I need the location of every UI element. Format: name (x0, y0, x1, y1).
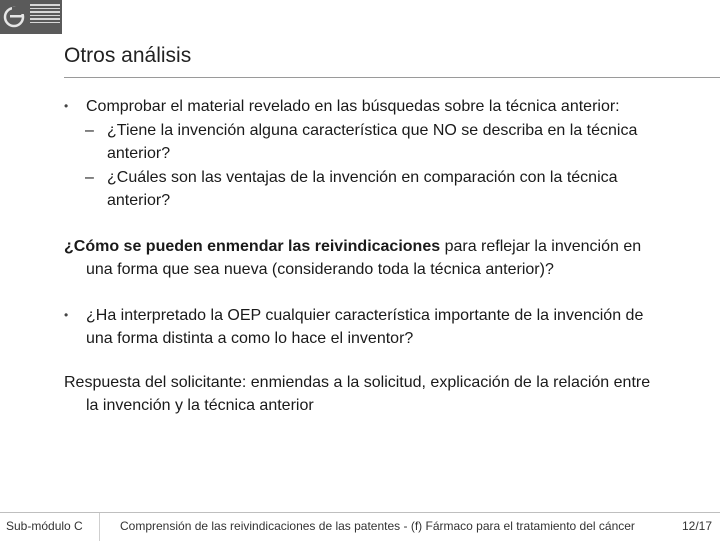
slide-content (64, 95, 664, 418)
bullet-item (64, 95, 664, 119)
sub-item (64, 119, 664, 166)
slide-footer (0, 512, 720, 541)
epo-logo-icon (3, 4, 25, 30)
footer-course-title: Comprensión de las reivindicaciones de las patentes - (f) Fármaco para el tratamiento del cáncer (120, 519, 635, 533)
page-number: 12/17 (681, 519, 712, 533)
footer-module: Sub-módulo C (0, 513, 100, 541)
sub-item (64, 166, 664, 213)
emphasis-text: ¿Cómo se pueden enmendar las reivindicaciones (64, 237, 441, 255)
dash-icon: – (85, 121, 94, 139)
bullet-text: Comprobar el material revelado en las búsquedas sobre la técnica anterior: (86, 98, 620, 115)
bullet-item (64, 304, 664, 351)
bullet-icon: • (64, 307, 69, 322)
applicant-response-paragraph: Respuesta del solicitante: enmiendas a la solicitud, explicación de la relación entre la invención y la técnica anterior (64, 373, 651, 414)
sub-item-text: ¿Cuáles son las ventajas de la invención en comparación con la técnica anterior? (107, 168, 618, 209)
epo-logo (0, 0, 62, 34)
logo-text-lines (30, 4, 60, 25)
bullet-icon: • (64, 99, 69, 113)
title-divider (64, 77, 720, 78)
dash-icon: – (85, 168, 94, 186)
amend-claims-paragraph (64, 235, 664, 282)
sub-item-text: ¿Tiene la invención alguna característica que NO se describa en la técnica anterior? (107, 121, 638, 162)
bullet-text: ¿Ha interpretado la OEP cualquier característica importante de la invención de una forma distinta a como lo hace el inventor? (86, 306, 644, 347)
paragraph-text: para reflejar la invención en una forma que sea nueva (considerando toda la técnica anterior)? (86, 237, 642, 278)
slide-title: Otros análisis (64, 44, 192, 67)
